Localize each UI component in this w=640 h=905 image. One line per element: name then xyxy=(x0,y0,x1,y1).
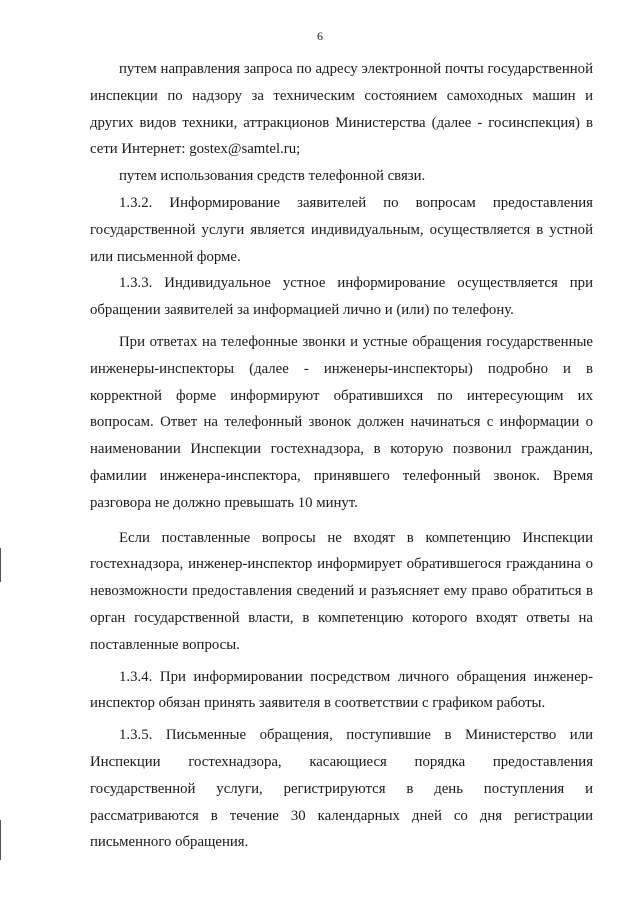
paragraph: 1.3.4. При информировании посредством личного обращения инженер-инспектор обязан принять заявителя в соответствии с графиком работы. xyxy=(90,668,593,712)
paragraph: Если поставленные вопросы не входят в компетенцию Инспекции гостехнадзора, инженер-инспектор информирует обратившегося гражданина о невозможности предоставления сведений и разъясняет ему право обратиться в орган государственной власти, в компетенцию которого входят ответы на поставленные вопросы. xyxy=(90,529,593,653)
paragraph: При ответах на телефонные звонки и устные обращения государственные инженеры-инспекторы (далее - инженеры-инспекторы) подробно и в корректной форме информируют обратившихся по интересующим их вопросам. Ответ на телефонный звонок должен начинаться с информации о наименовании Инспекции гостехнадзора, в которую позвонил гражданин, фамилии инженера-инспектора, принявшего телефонный звонок. Время разговора не должно превышать 10 минут. xyxy=(90,333,593,511)
scan-margin-mark xyxy=(0,820,1,860)
paragraph: 1.3.5. Письменные обращения, поступившие в Министерство или Инспекции гостехнадзора, касающиеся порядка предоставления государственной услуги, регистрируются в день поступления и рассматриваются в течение 30 календарных дней со дня регистрации письменного обращения. xyxy=(90,727,593,851)
paragraph: путем использования средств телефонной связи. xyxy=(119,168,426,185)
paragraph: путем направления запроса по адресу электронной почты государственной инспекции по надзору за техническим состоянием самоходных машин и других видов техники, аттракционов Министерства (далее - госинспекция) в сети Интернет: gostex@samtel.ru; xyxy=(90,61,593,158)
paragraph: 1.3.3. Индивидуальное устное информирование осуществляется при обращении заявителей за информацией лично и (или) по телефону. xyxy=(90,275,593,319)
scan-margin-mark xyxy=(0,548,1,582)
paragraph: 1.3.2. Информирование заявителей по вопросам предоставления государственной услуги является индивидуальным, осуществляется в устной или письменной форме. xyxy=(90,194,593,265)
page-number: 6 xyxy=(317,29,323,43)
document-body xyxy=(90,56,593,856)
